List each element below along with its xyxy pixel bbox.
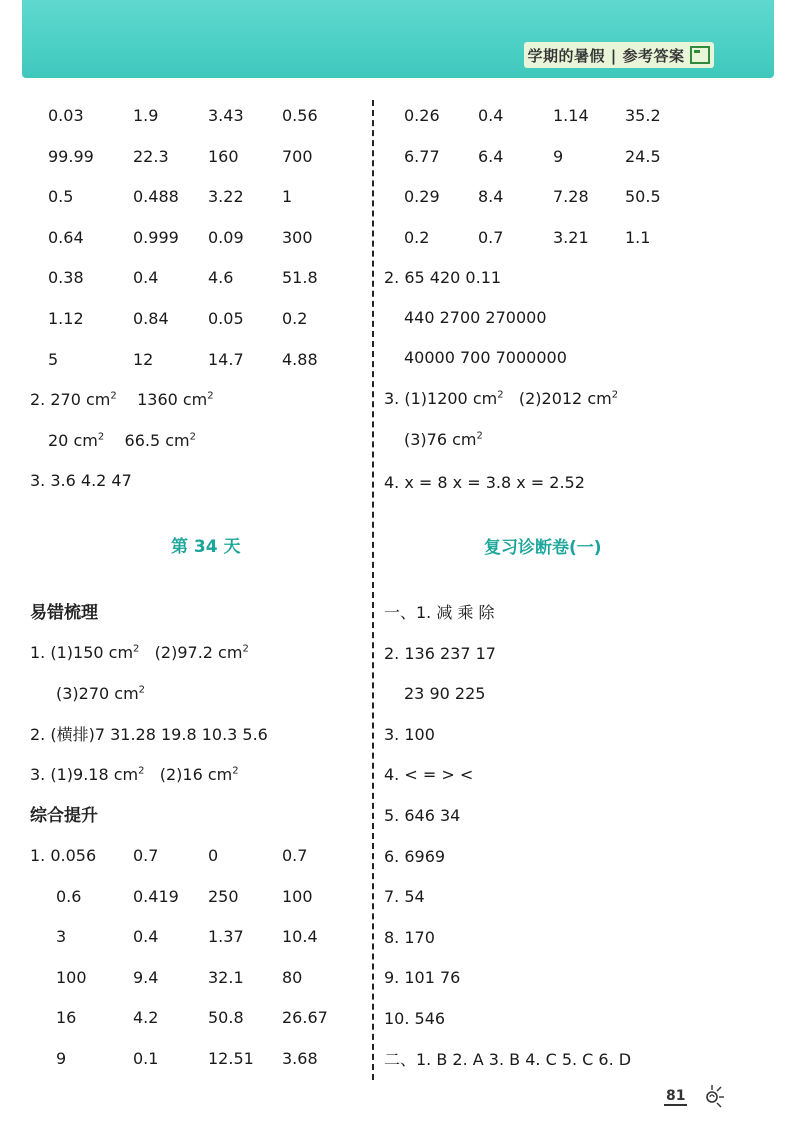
review-answer-line: 4. < = > < (384, 765, 474, 785)
grid-cell: 0.7 (133, 846, 159, 865)
grid-cell: 0.2 (282, 309, 308, 328)
grid-cell: 160 (208, 146, 239, 166)
sun-icon (700, 1084, 726, 1108)
left-q2-line2: 20 $cm^2$ 66.5 $cm^2$ (48, 431, 197, 450)
grid-cell: 0.6 (56, 886, 82, 906)
header-label-text: 学期的暑假 | 参考答案 (527, 46, 685, 65)
grid-cell: 80 (282, 967, 303, 987)
grid-cell: 3.43 (208, 106, 244, 125)
grid-cell: 1 (282, 187, 293, 207)
grid-cell: 0.419 (133, 886, 179, 906)
grid-cell: 0.7 (478, 227, 504, 247)
right-q3-line1: 3. (1)1200 $cm^2$ (2)2012 $cm^2$ (384, 389, 619, 408)
grid-cell: 22.3 (133, 146, 169, 166)
grid-cell: 0.2 (404, 227, 430, 247)
grid-cell: 12 (133, 349, 154, 369)
review-answer-line: 6. 6969 (384, 846, 446, 866)
grid-cell: 12.51 (208, 1049, 254, 1068)
grid-cell: 1.37 (208, 927, 244, 947)
grid-cell: 5 (48, 349, 59, 369)
grid-cell: 50.5 (625, 187, 661, 207)
book-icon (690, 46, 710, 64)
review-answer-line: 9. 101 76 (384, 968, 461, 988)
review-answer-line: 3. 100 (384, 724, 435, 744)
right-q2-line2: 440 2700 270000 (404, 308, 547, 327)
day-title: 第 34 天 (171, 537, 241, 557)
grid-cell: 16 (56, 1008, 77, 1028)
grid-cell: 4.6 (208, 268, 234, 288)
grid-cell: 0.4 (133, 927, 159, 947)
grid-cell: 51.8 (282, 268, 318, 288)
grid-cell: 26.67 (282, 1008, 328, 1028)
page-number: 81 (666, 1088, 686, 1104)
grid-cell: 0.26 (404, 106, 440, 125)
review-answer-line: 10. 546 (384, 1009, 446, 1028)
grid-cell: 1.12 (48, 309, 84, 328)
grid-cell: 3.68 (282, 1049, 318, 1068)
grid-cell: 1.14 (553, 106, 589, 125)
grid-cell: 99.99 (48, 146, 94, 166)
grid-cell: 0 (208, 846, 219, 865)
section-zonghe: 综合提升 (30, 806, 98, 826)
grid-cell: 14.7 (208, 349, 244, 369)
grid-cell: 0.09 (208, 227, 244, 247)
grid-cell: 8.4 (478, 187, 504, 207)
grid-cell: 0.999 (133, 227, 179, 247)
left-e2: 2. (横排)7 31.28 19.8 10.3 5.6 (30, 725, 268, 744)
grid-cell: 4.2 (133, 1008, 159, 1028)
grid-cell: 50.8 (208, 1008, 244, 1028)
grid-cell: 100 (56, 967, 87, 987)
grid-cell: 1.9 (133, 106, 159, 125)
review-answer-line: 5. 646 34 (384, 806, 461, 825)
grid-cell: 6.77 (404, 146, 440, 166)
grid-cell: 0.29 (404, 187, 440, 207)
left-e1-line1: 1. (1)150 $cm^2$ (2)97.2 $cm^2$ (30, 643, 249, 662)
grid-cell: 0.1 (133, 1049, 159, 1068)
grid-cell: 4.88 (282, 349, 318, 369)
column-divider (372, 100, 374, 1080)
grid-cell: 9.4 (133, 967, 159, 987)
grid-cell: 9 (56, 1049, 67, 1068)
grid-cell: 0.7 (282, 846, 308, 865)
right-q2-line1: 2. 65 420 0.11 (384, 268, 502, 287)
grid-cell: 0.38 (48, 268, 84, 288)
grid-cell: 6.4 (478, 146, 504, 166)
grid-cell: 24.5 (625, 146, 661, 166)
right-q3-line2: (3)76 $cm^2$ (404, 430, 483, 449)
grid-cell: 3 (56, 927, 67, 947)
grid-cell: 0.488 (133, 187, 179, 207)
grid-cell: 0.03 (48, 106, 84, 125)
grid-cell: 9 (553, 146, 564, 166)
left-q2-line1: 2. 270 $cm^2$ 1360 $cm^2$ (30, 390, 214, 409)
grid-cell: 300 (282, 227, 313, 247)
grid-cell: 10.4 (282, 927, 318, 947)
grid-cell: 0.56 (282, 106, 318, 125)
grid-cell: 250 (208, 886, 239, 906)
review-answer-line: 7. 54 (384, 887, 425, 907)
section-yicuo: 易错梳理 (30, 603, 98, 623)
left-e1-line2: (3)270 $cm^2$ (56, 684, 146, 703)
review-answer-line: 2. 136 237 17 (384, 643, 496, 663)
grid-cell: 0.5 (48, 187, 74, 207)
review-title: 复习诊断卷(一) (484, 538, 602, 558)
grid-cell: 0.4 (133, 268, 159, 288)
header-label (524, 42, 714, 68)
left-e3: 3. (1)9.18 $cm^2$ (2)16 $cm^2$ (30, 765, 239, 784)
grid-cell: 32.1 (208, 967, 244, 987)
grid-cell: 3.22 (208, 187, 244, 207)
grid-cell: 0.4 (478, 106, 504, 125)
review-answer-line: 23 90 225 (404, 684, 486, 704)
grid-cell: 0.05 (208, 309, 244, 328)
grid-cell: 35.2 (625, 106, 661, 125)
grid-cell: 700 (282, 146, 313, 166)
grid-cell: 100 (282, 886, 313, 906)
review-answer-line: 二、1. B 2. A 3. B 4. C 5. C 6. D (384, 1049, 632, 1069)
review-answer-line: 一、1. 减 乘 除 (384, 603, 495, 622)
grid-cell: 0.84 (133, 309, 169, 328)
left-q3: 3. 3.6 4.2 47 (30, 471, 132, 490)
review-answer-line: 8. 170 (384, 927, 435, 947)
grid-cell: 3.21 (553, 227, 589, 247)
grid-cell: 1.1 (625, 227, 651, 247)
grid-cell: 7.28 (553, 187, 589, 207)
right-q2-line3: 40000 700 7000000 (404, 348, 567, 367)
grid-cell: 1. 0.056 (30, 846, 97, 865)
grid-cell: 0.64 (48, 227, 84, 247)
right-q4: 4. x = 8 x = 3.8 x = 2.52 (384, 473, 585, 492)
